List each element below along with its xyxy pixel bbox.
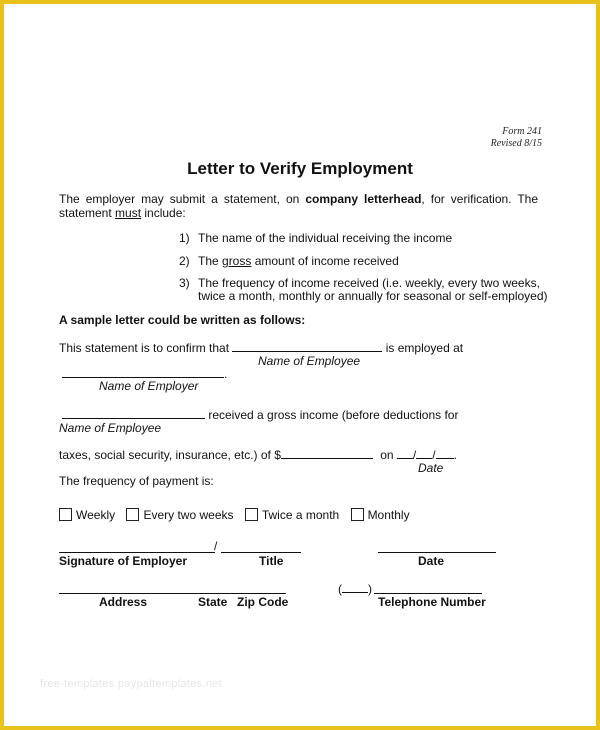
name-of-employee-label-2: Name of Employee xyxy=(59,421,162,435)
checkbox[interactable] xyxy=(126,508,139,521)
form-number-block xyxy=(491,126,542,150)
list-item: 3) The frequency of income received (i.e. weekly, every two weeks, twice a month, monthly or annually for seasonal or self-employed) xyxy=(179,276,548,303)
intro-text-3: include: xyxy=(141,206,186,220)
amount-line: taxes, social security, insurance, etc.) of $ on / / . xyxy=(59,448,457,462)
amount-blank[interactable] xyxy=(281,447,373,459)
employee-name-blank[interactable] xyxy=(232,340,382,352)
title-blank[interactable] xyxy=(221,552,301,553)
list-item: 2) The gross amount of income received xyxy=(179,254,399,268)
state-label: State xyxy=(198,595,228,609)
frequency-text: The frequency of payment is: xyxy=(59,474,214,488)
checkbox[interactable] xyxy=(59,508,72,521)
requirements-list xyxy=(179,232,548,313)
option-monthly[interactable]: Monthly xyxy=(351,508,410,522)
date-label-bottom: Date xyxy=(418,554,445,568)
name-of-employer-label: Name of Employer xyxy=(99,379,199,393)
signature-slash: / xyxy=(214,539,218,553)
date-blank[interactable] xyxy=(378,552,496,553)
confirm-line: This statement is to confirm that is employed at xyxy=(59,341,464,355)
intro-underlined: must xyxy=(115,206,142,220)
intro-text-1: The employer may submit a statement, on xyxy=(59,192,306,206)
name-of-employee-label: Name of Employee xyxy=(258,354,361,368)
address-label: Address xyxy=(99,595,148,609)
watermark: free-templates.paypaltemplates.net xyxy=(40,678,223,690)
intro-paragraph xyxy=(59,192,538,220)
option-twice-a-month[interactable]: Twice a month xyxy=(245,508,339,522)
telephone-blank[interactable] xyxy=(374,593,482,594)
signature-label: Signature of Employer xyxy=(59,554,188,568)
intro-text-2: , for verification. The statement xyxy=(59,192,538,220)
sample-heading: A sample letter could be written as follows: xyxy=(59,313,306,327)
date-day-blank[interactable] xyxy=(416,447,432,459)
date-year-blank[interactable] xyxy=(436,447,454,459)
document-title: Letter to Verify Employment xyxy=(187,159,413,178)
date-month-blank[interactable] xyxy=(397,447,413,459)
checkbox[interactable] xyxy=(351,508,364,521)
checkbox[interactable] xyxy=(245,508,258,521)
date-label: Date xyxy=(418,461,444,475)
list-item: 1) The name of the individual receiving the income xyxy=(179,231,453,245)
address-blank[interactable] xyxy=(59,593,286,594)
frequency-options xyxy=(59,508,418,522)
form-number: Form 241 xyxy=(502,126,542,137)
employee-name-blank-2[interactable] xyxy=(62,407,205,419)
option-every-two-weeks[interactable]: Every two weeks xyxy=(126,508,233,522)
phone-area-code: ( ) xyxy=(338,582,372,596)
received-line: received a gross income (before deductions for xyxy=(62,407,458,422)
area-code-blank[interactable] xyxy=(342,581,368,593)
title-label: Title xyxy=(259,554,284,568)
option-weekly[interactable]: Weekly xyxy=(59,508,115,522)
signature-blank[interactable] xyxy=(59,552,215,553)
employer-name-blank[interactable] xyxy=(62,366,224,378)
intro-bold: company letterhead xyxy=(305,192,422,206)
telephone-label: Telephone Number xyxy=(378,595,486,609)
zip-code-label: Zip Code xyxy=(237,595,289,609)
revised-date: Revised 8/15 xyxy=(490,138,542,149)
employer-line: . xyxy=(62,366,227,381)
